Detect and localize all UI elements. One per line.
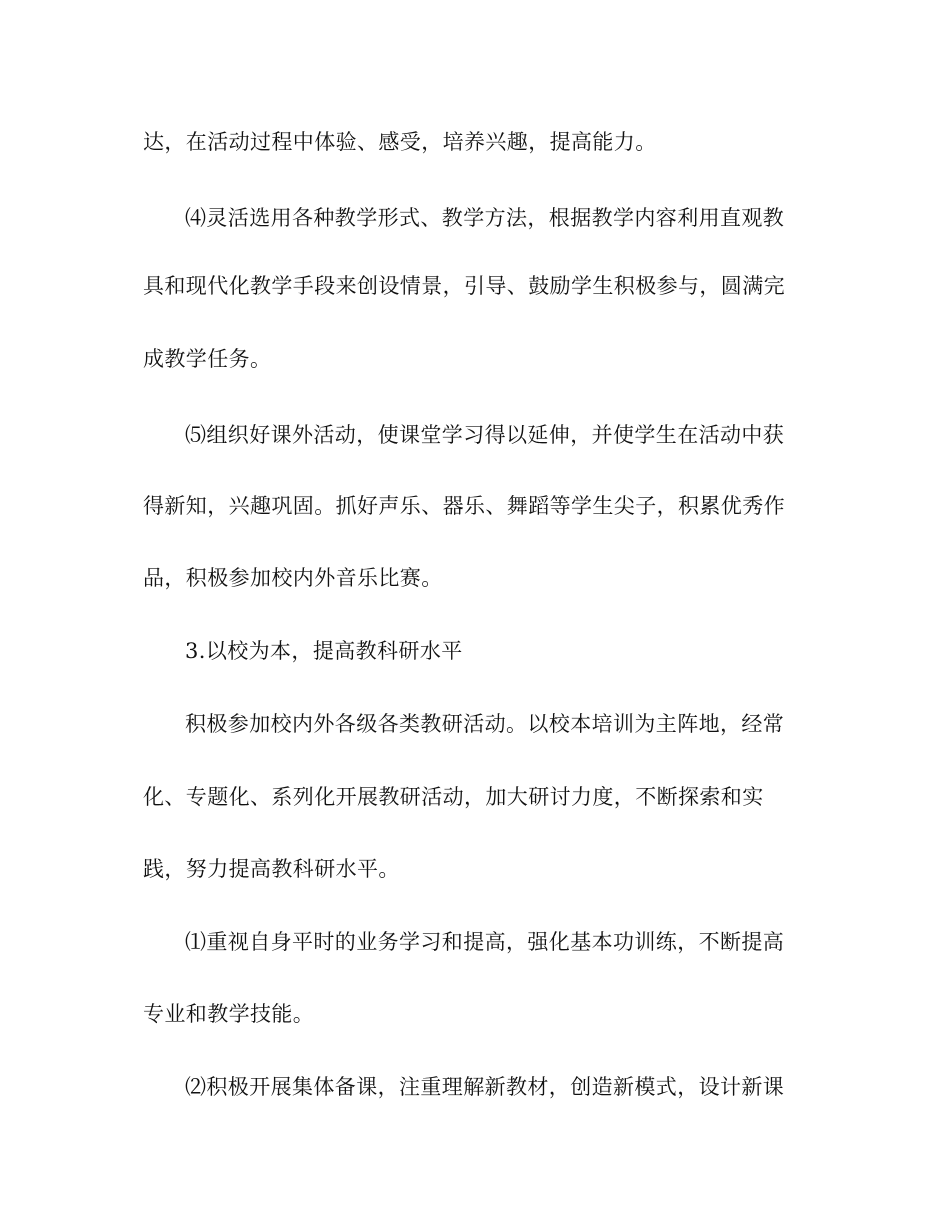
text-line: 达，在活动过程中体验、感受，培养兴趣，提高能力。 (143, 130, 657, 154)
text-line: 专业和教学技能。 (143, 1002, 315, 1026)
text-line: 成教学任务。 (143, 347, 272, 371)
text-line: 积极参加校内外各级各类教研活动。以校本培训为主阵地，经常 (185, 712, 785, 736)
text-line: 品，积极参加校内外音乐比赛。 (143, 566, 443, 590)
text-line: ⑸组织好课外活动，使课堂学习得以延伸，并使学生在活动中获 (185, 423, 785, 447)
text-line: 化、专题化、系列化开展教研活动，加大研讨力度，不断探索和实 (143, 785, 764, 809)
text-line: ⑵积极开展集体备课，注重理解新教材，创造新模式，设计新课 (185, 1075, 785, 1099)
text-line: ⑴重视自身平时的业务学习和提高，强化基本功训练，不断提高 (185, 930, 785, 954)
text-line: ⑷灵活选用各种教学形式、教学方法，根据教学内容利用直观教 (185, 206, 785, 230)
text-line: 践，努力提高教科研水平。 (143, 857, 400, 881)
text-line: 得新知，兴趣巩固。抓好声乐、器乐、舞蹈等学生尖子，积累优秀作 (143, 494, 785, 518)
section-heading: 3.以校为本，提高教科研水平 (185, 639, 463, 663)
text-line: 具和现代化教学手段来创设情景，引导、鼓励学生积极参与，圆满完 (143, 274, 785, 298)
